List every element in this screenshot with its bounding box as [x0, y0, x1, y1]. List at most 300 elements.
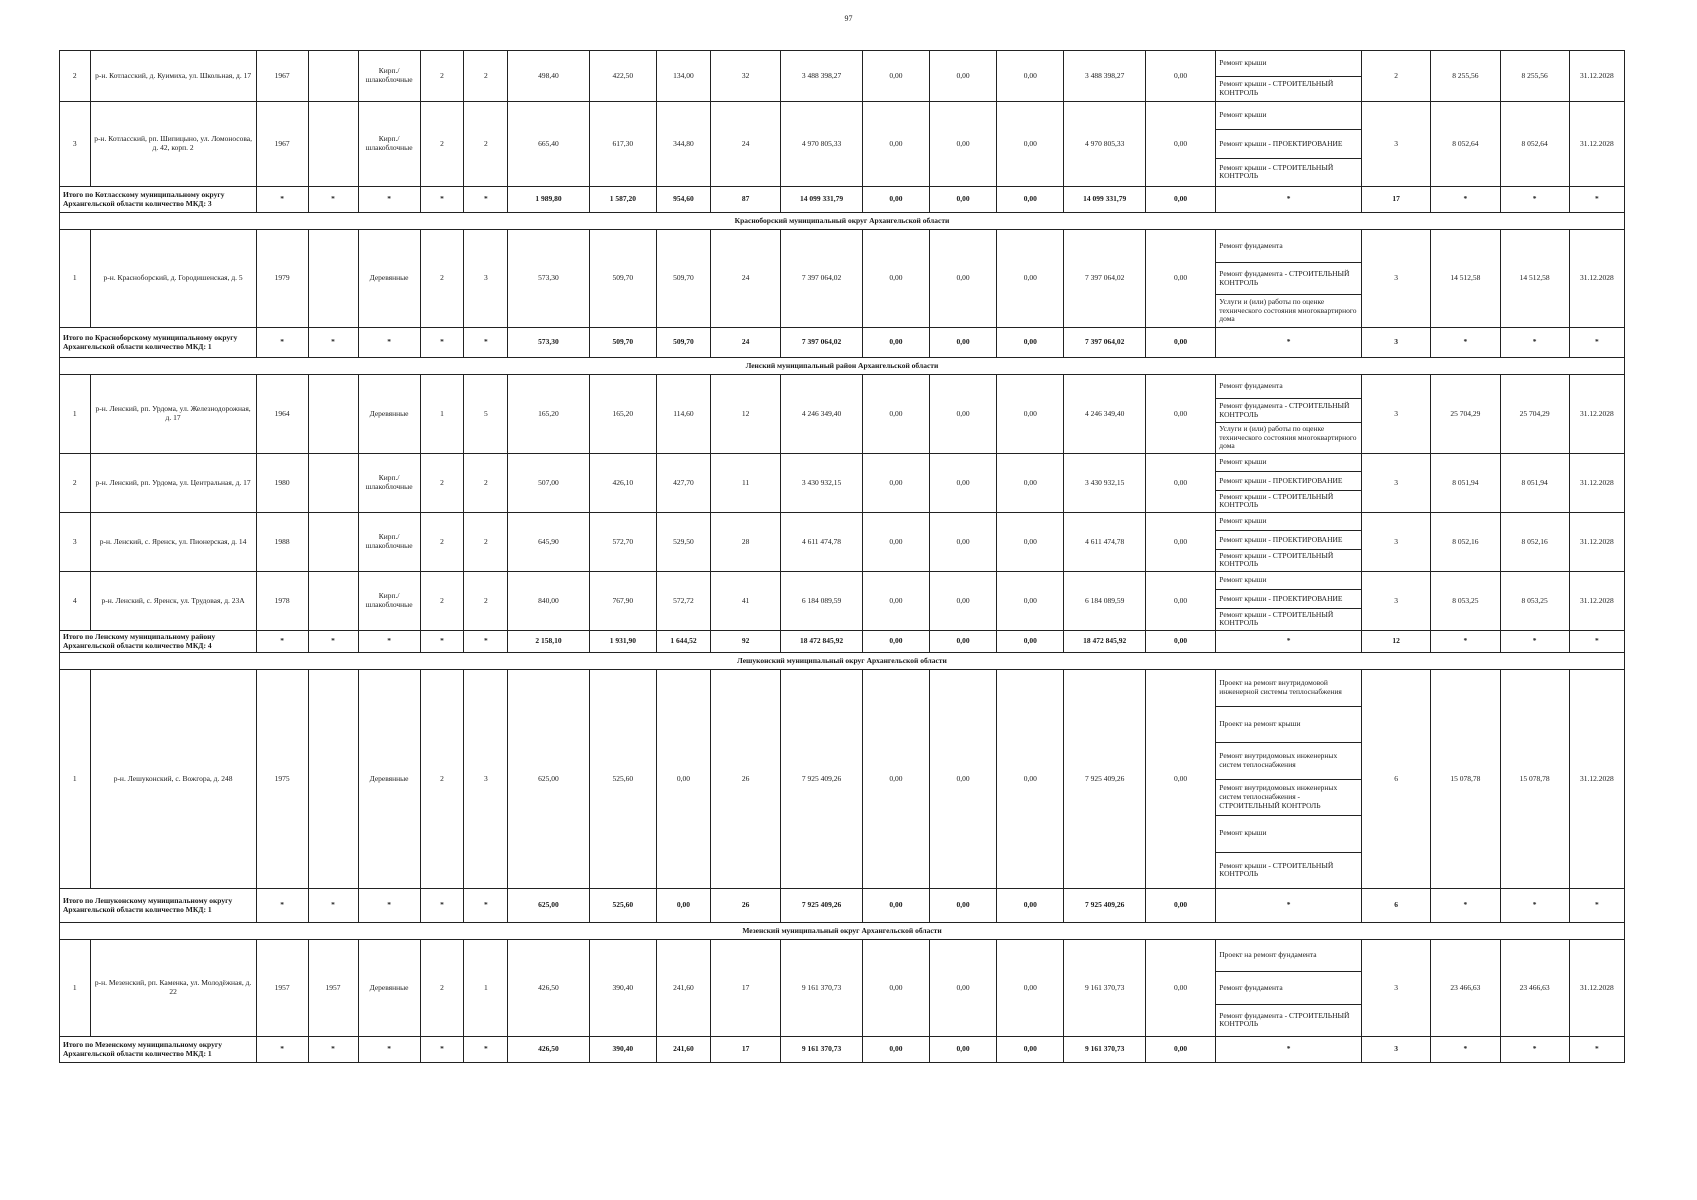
total-cost-total: 7 925 409,26: [781, 889, 863, 923]
cell-star: *: [1216, 1037, 1362, 1063]
cell-star: *: [358, 631, 420, 653]
cell-entrances: 2: [464, 454, 508, 513]
cell-year-built: 1980: [256, 454, 308, 513]
cell-works: [1216, 513, 1362, 572]
cell-fund-owner: 3 430 932,15: [1064, 454, 1146, 513]
total-cost-total: 14 099 331,79: [781, 187, 863, 213]
cell-area-total: 165,20: [508, 375, 590, 454]
total-fund-other: 0,00: [1145, 187, 1215, 213]
work-item: Ремонт крыши - СТРОИТЕЛЬНЫЙ КОНТРОЛЬ: [1219, 162, 1334, 181]
cell-star: *: [358, 1037, 420, 1063]
cell-area-liv: 241,60: [656, 940, 710, 1037]
total-works-count: 3: [1361, 328, 1430, 358]
work-item: Проект на ремонт крыши: [1216, 707, 1361, 744]
cell-fund2: 0,00: [930, 572, 997, 631]
cell-star: *: [420, 328, 464, 358]
cell-fund3: 0,00: [997, 375, 1064, 454]
cell-year-rec: [308, 102, 358, 187]
cell-fund-owner: 4 970 805,33: [1064, 102, 1146, 187]
cell-year-rec: 1957: [308, 940, 358, 1037]
cell-star: *: [1500, 631, 1569, 653]
cell-star: *: [1431, 1037, 1500, 1063]
total-area-liv: 1 644,52: [656, 631, 710, 653]
cell-walls: Кирп./ шлакоблочные: [358, 454, 420, 513]
work-item: Услуги и (или) работы по оценке технического состояния многоквартирного дома: [1219, 424, 1357, 451]
cell-star: *: [420, 1037, 464, 1063]
total-fund-owner: 7 397 064,02: [1064, 328, 1146, 358]
cell-floors: 2: [420, 454, 464, 513]
cell-star: *: [256, 187, 308, 213]
total-fund1: 0,00: [862, 187, 929, 213]
works-list: [1216, 102, 1361, 186]
cell-year-built: 1964: [256, 375, 308, 454]
cell-star: *: [420, 631, 464, 653]
total-residents: 26: [710, 889, 780, 923]
cell-floors: 2: [420, 513, 464, 572]
cell-max-cost: 8 053,25: [1500, 572, 1569, 631]
cell-works-count: 3: [1361, 940, 1430, 1037]
table-row: [60, 375, 1625, 454]
cell-fund3: 0,00: [997, 230, 1064, 328]
cell-star: *: [1569, 631, 1624, 653]
table-row: [60, 670, 1625, 889]
cell-works: [1216, 375, 1362, 454]
total-area-res: 1 931,90: [589, 631, 656, 653]
cell-unit-cost: 8 053,25: [1431, 572, 1500, 631]
cell-works-count: 6: [1361, 670, 1430, 889]
cell-address: р-н. Лешуконский, с. Вожгора, д. 248: [90, 670, 256, 889]
total-area-total: 426,50: [508, 1037, 590, 1063]
cell-n: 2: [60, 51, 91, 102]
cell-floors: 2: [420, 940, 464, 1037]
cell-year-built: 1967: [256, 102, 308, 187]
cell-walls: Деревянные: [358, 670, 420, 889]
cell-fund2: 0,00: [930, 940, 997, 1037]
section-title: Ленский муниципальный район Архангельской области: [60, 358, 1625, 375]
cell-floors: 2: [420, 572, 464, 631]
cell-area-total: 498,40: [508, 51, 590, 102]
cell-star: *: [1431, 328, 1500, 358]
cell-star: *: [464, 631, 508, 653]
cell-fund2: 0,00: [930, 375, 997, 454]
cell-star: *: [420, 889, 464, 923]
cell-fund3: 0,00: [997, 102, 1064, 187]
works-list: [1216, 670, 1361, 888]
cell-area-res: 422,50: [589, 51, 656, 102]
total-area-res: 525,60: [589, 889, 656, 923]
cell-cost-total: 4 246 349,40: [781, 375, 863, 454]
total-area-liv: 954,60: [656, 187, 710, 213]
cell-walls: Деревянные: [358, 230, 420, 328]
cell-area-liv: 427,70: [656, 454, 710, 513]
work-item: Ремонт фундамента - СТРОИТЕЛЬНЫЙ КОНТРОЛЬ: [1216, 263, 1361, 296]
total-fund-other: 0,00: [1145, 889, 1215, 923]
cell-star: *: [1569, 187, 1624, 213]
cell-area-total: 426,50: [508, 940, 590, 1037]
cell-star: *: [256, 1037, 308, 1063]
work-item: Ремонт крыши - СТРОИТЕЛЬНЫЙ КОНТРОЛЬ: [1219, 550, 1334, 569]
total-works-count: 3: [1361, 1037, 1430, 1063]
cell-fund3: 0,00: [997, 670, 1064, 889]
cell-walls: Кирп./ шлакоблочные: [358, 102, 420, 187]
total-fund1: 0,00: [862, 1037, 929, 1063]
total-residents: 87: [710, 187, 780, 213]
work-item: Ремонт крыши: [1216, 513, 1361, 531]
table-row: [60, 940, 1625, 1037]
cell-n: 2: [60, 454, 91, 513]
total-row: [60, 889, 1625, 923]
section-title: Мезенский муниципальный округ Архангельской области: [60, 923, 1625, 940]
total-row: [60, 328, 1625, 358]
cell-area-res: 525,60: [589, 670, 656, 889]
cell-address: р-н. Ленский, с. Яренск, ул. Пионерская, д. 14: [90, 513, 256, 572]
cell-works-count: 2: [1361, 51, 1430, 102]
work-item: Ремонт внутридомовых инженерных систем теплоснабжения - СТРОИТЕЛЬНЫЙ КОНТРОЛЬ: [1216, 780, 1361, 817]
total-cost-total: 18 472 845,92: [781, 631, 863, 653]
cell-star: *: [1500, 187, 1569, 213]
cell-deadline: 31.12.2028: [1569, 572, 1624, 631]
cell-area-liv: 509,70: [656, 230, 710, 328]
cell-max-cost: 8 051,94: [1500, 454, 1569, 513]
total-fund-other: 0,00: [1145, 631, 1215, 653]
cell-n: 3: [60, 102, 91, 187]
cell-walls: Деревянные: [358, 375, 420, 454]
cell-walls: Кирп./ шлакоблочные: [358, 513, 420, 572]
total-fund3: 0,00: [997, 187, 1064, 213]
total-label: Итого по Мезенскому муниципальному округу Архангельской области количество МКД: 1: [60, 1037, 257, 1063]
cell-fund2: 0,00: [930, 102, 997, 187]
total-fund2: 0,00: [930, 1037, 997, 1063]
total-fund3: 0,00: [997, 889, 1064, 923]
cell-fund3: 0,00: [997, 454, 1064, 513]
page-number: 97: [844, 14, 853, 23]
cell-address: р-н. Ленский, рп. Урдома, ул. Железнодорожная, д. 17: [90, 375, 256, 454]
cell-area-liv: 0,00: [656, 670, 710, 889]
cell-star: *: [256, 631, 308, 653]
cell-residents: 41: [710, 572, 780, 631]
cell-deadline: 31.12.2028: [1569, 51, 1624, 102]
section-header-row: [60, 213, 1625, 230]
cell-deadline: 31.12.2028: [1569, 230, 1624, 328]
work-item: Ремонт крыши - СТРОИТЕЛЬНЫЙ КОНТРОЛЬ: [1219, 609, 1334, 628]
cell-fund-owner: 7 397 064,02: [1064, 230, 1146, 328]
cell-floors: 2: [420, 670, 464, 889]
table-row: [60, 51, 1625, 102]
cell-floors: 1: [420, 375, 464, 454]
cell-unit-cost: 8 052,64: [1431, 102, 1500, 187]
cell-fund-owner: 3 488 398,27: [1064, 51, 1146, 102]
cell-fund-other: 0,00: [1145, 670, 1215, 889]
total-residents: 24: [710, 328, 780, 358]
work-item: Ремонт крыши: [1216, 454, 1361, 472]
cell-star: *: [1500, 328, 1569, 358]
cell-entrances: 2: [464, 51, 508, 102]
cell-fund2: 0,00: [930, 51, 997, 102]
cell-fund-other: 0,00: [1145, 51, 1215, 102]
cell-deadline: 31.12.2028: [1569, 513, 1624, 572]
work-item: Ремонт крыши - ПРОЕКТИРОВАНИЕ: [1216, 130, 1361, 158]
cell-area-liv: 529,50: [656, 513, 710, 572]
cell-area-res: 165,20: [589, 375, 656, 454]
cell-year-rec: [308, 375, 358, 454]
cell-cost-total: 4 611 474,78: [781, 513, 863, 572]
cell-year-built: 1978: [256, 572, 308, 631]
cell-n: 3: [60, 513, 91, 572]
cell-star: *: [1216, 187, 1362, 213]
total-area-liv: 0,00: [656, 889, 710, 923]
cell-entrances: 5: [464, 375, 508, 454]
cell-residents: 24: [710, 102, 780, 187]
cell-area-liv: 134,00: [656, 51, 710, 102]
work-item: Ремонт крыши - СТРОИТЕЛЬНЫЙ КОНТРОЛЬ: [1219, 79, 1334, 97]
total-fund2: 0,00: [930, 328, 997, 358]
total-fund3: 0,00: [997, 631, 1064, 653]
cell-year-rec: [308, 670, 358, 889]
work-item: Ремонт крыши - ПРОЕКТИРОВАНИЕ: [1216, 472, 1361, 490]
cell-unit-cost: 15 078,78: [1431, 670, 1500, 889]
cell-entrances: 2: [464, 572, 508, 631]
work-item: Услуги и (или) работы по оценке технического состояния многоквартирного дома: [1219, 297, 1357, 324]
total-fund2: 0,00: [930, 889, 997, 923]
work-item: Ремонт фундамента - СТРОИТЕЛЬНЫЙ КОНТРОЛЬ: [1219, 1010, 1350, 1029]
cell-entrances: 3: [464, 230, 508, 328]
cell-works-count: 3: [1361, 102, 1430, 187]
cell-star: *: [1500, 1037, 1569, 1063]
work-item: Ремонт фундамента: [1216, 972, 1361, 1004]
cell-area-res: 426,10: [589, 454, 656, 513]
cell-walls: Кирп./ шлакоблочные: [358, 572, 420, 631]
cell-star: *: [308, 328, 358, 358]
work-item: Ремонт фундамента: [1216, 230, 1361, 263]
cell-fund3: 0,00: [997, 572, 1064, 631]
cell-year-built: 1975: [256, 670, 308, 889]
works-list: [1216, 513, 1361, 571]
work-item: Ремонт крыши - ПРОЕКТИРОВАНИЕ: [1216, 590, 1361, 608]
cell-star: *: [464, 328, 508, 358]
cell-deadline: 31.12.2028: [1569, 940, 1624, 1037]
cell-fund3: 0,00: [997, 513, 1064, 572]
cell-max-cost: 15 078,78: [1500, 670, 1569, 889]
cell-walls: Деревянные: [358, 940, 420, 1037]
cell-fund2: 0,00: [930, 230, 997, 328]
cell-works-count: 3: [1361, 375, 1430, 454]
cell-max-cost: 8 052,64: [1500, 102, 1569, 187]
total-area-liv: 241,60: [656, 1037, 710, 1063]
cell-cost-total: 6 184 089,59: [781, 572, 863, 631]
cell-residents: 26: [710, 670, 780, 889]
cell-residents: 12: [710, 375, 780, 454]
cell-floors: 2: [420, 102, 464, 187]
cell-cost-total: 4 970 805,33: [781, 102, 863, 187]
total-fund-owner: 18 472 845,92: [1064, 631, 1146, 653]
cell-deadline: 31.12.2028: [1569, 454, 1624, 513]
cell-area-liv: 572,72: [656, 572, 710, 631]
table-row: [60, 454, 1625, 513]
work-item: Ремонт крыши - СТРОИТЕЛЬНЫЙ КОНТРОЛЬ: [1219, 860, 1334, 879]
table-row: [60, 230, 1625, 328]
cell-fund-owner: 6 184 089,59: [1064, 572, 1146, 631]
cell-entrances: 3: [464, 670, 508, 889]
cell-works: [1216, 572, 1362, 631]
work-item: Ремонт внутридомовых инженерных систем теплоснабжения: [1216, 743, 1361, 780]
section-header-row: [60, 653, 1625, 670]
cell-year-rec: [308, 513, 358, 572]
cell-fund2: 0,00: [930, 454, 997, 513]
cell-fund1: 0,00: [862, 940, 929, 1037]
cell-star: *: [358, 328, 420, 358]
total-area-res: 509,70: [589, 328, 656, 358]
cell-fund3: 0,00: [997, 940, 1064, 1037]
cell-fund-other: 0,00: [1145, 572, 1215, 631]
work-item: Ремонт фундамента: [1216, 375, 1361, 399]
total-fund-owner: 14 099 331,79: [1064, 187, 1146, 213]
cell-fund-other: 0,00: [1145, 375, 1215, 454]
cell-residents: 32: [710, 51, 780, 102]
cell-year-built: 1957: [256, 940, 308, 1037]
table-row: [60, 513, 1625, 572]
total-fund1: 0,00: [862, 631, 929, 653]
total-fund-owner: 7 925 409,26: [1064, 889, 1146, 923]
cell-area-liv: 344,80: [656, 102, 710, 187]
cell-max-cost: 14 512,58: [1500, 230, 1569, 328]
cell-fund3: 0,00: [997, 51, 1064, 102]
works-list: [1216, 51, 1361, 101]
section-header-row: [60, 923, 1625, 940]
total-fund-other: 0,00: [1145, 1037, 1215, 1063]
cell-deadline: 31.12.2028: [1569, 375, 1624, 454]
cell-year-rec: [308, 51, 358, 102]
total-area-total: 625,00: [508, 889, 590, 923]
cell-works-count: 3: [1361, 454, 1430, 513]
cell-entrances: 2: [464, 102, 508, 187]
cell-fund1: 0,00: [862, 454, 929, 513]
cell-area-res: 390,40: [589, 940, 656, 1037]
total-fund-owner: 9 161 370,73: [1064, 1037, 1146, 1063]
cell-star: *: [464, 889, 508, 923]
total-area-res: 1 587,20: [589, 187, 656, 213]
cell-fund-other: 0,00: [1145, 102, 1215, 187]
works-list: [1216, 454, 1361, 512]
capital-repair-table: [59, 50, 1625, 1063]
total-row: [60, 631, 1625, 653]
cell-fund-owner: 7 925 409,26: [1064, 670, 1146, 889]
cell-works: [1216, 454, 1362, 513]
cell-n: 1: [60, 940, 91, 1037]
total-label: Итого по Котласскому муниципальному округу Архангельской области количество МКД: 3: [60, 187, 257, 213]
cell-max-cost: 23 466,63: [1500, 940, 1569, 1037]
cell-residents: 17: [710, 940, 780, 1037]
cell-address: р-н. Красноборский, д. Городишенская, д. 5: [90, 230, 256, 328]
cell-fund-owner: 4 246 349,40: [1064, 375, 1146, 454]
cell-area-res: 767,90: [589, 572, 656, 631]
cell-fund-other: 0,00: [1145, 513, 1215, 572]
cell-area-total: 573,30: [508, 230, 590, 328]
table-row: [60, 102, 1625, 187]
cell-unit-cost: 8 052,16: [1431, 513, 1500, 572]
cell-star: *: [1431, 187, 1500, 213]
cell-area-total: 507,00: [508, 454, 590, 513]
cell-fund2: 0,00: [930, 513, 997, 572]
cell-star: *: [358, 187, 420, 213]
cell-floors: 2: [420, 51, 464, 102]
cell-fund-owner: 9 161 370,73: [1064, 940, 1146, 1037]
cell-works: [1216, 51, 1362, 102]
total-fund1: 0,00: [862, 328, 929, 358]
section-title: Красноборский муниципальный округ Архангельской области: [60, 213, 1625, 230]
total-works-count: 12: [1361, 631, 1430, 653]
total-fund1: 0,00: [862, 889, 929, 923]
cell-star: *: [1500, 889, 1569, 923]
cell-n: 1: [60, 670, 91, 889]
works-list: [1216, 230, 1361, 327]
cell-cost-total: 7 925 409,26: [781, 670, 863, 889]
cell-fund-other: 0,00: [1145, 940, 1215, 1037]
cell-entrances: 1: [464, 940, 508, 1037]
cell-area-liv: 114,60: [656, 375, 710, 454]
total-area-liv: 509,70: [656, 328, 710, 358]
total-row: [60, 1037, 1625, 1063]
total-residents: 17: [710, 1037, 780, 1063]
cell-star: *: [1216, 889, 1362, 923]
cell-fund1: 0,00: [862, 513, 929, 572]
work-item: Проект на ремонт фундамента: [1216, 940, 1361, 972]
cell-area-total: 645,90: [508, 513, 590, 572]
cell-star: *: [308, 187, 358, 213]
cell-area-total: 665,40: [508, 102, 590, 187]
work-item: Ремонт фундамента - СТРОИТЕЛЬНЫЙ КОНТРОЛЬ: [1216, 399, 1361, 423]
cell-works: [1216, 102, 1362, 187]
total-area-res: 390,40: [589, 1037, 656, 1063]
cell-address: р-н. Ленский, с. Яренск, ул. Трудовая, д. 23А: [90, 572, 256, 631]
cell-deadline: 31.12.2028: [1569, 102, 1624, 187]
total-works-count: 17: [1361, 187, 1430, 213]
cell-n: 1: [60, 375, 91, 454]
cell-works: [1216, 670, 1362, 889]
cell-star: *: [464, 187, 508, 213]
cell-works: [1216, 940, 1362, 1037]
cell-entrances: 2: [464, 513, 508, 572]
total-area-total: 1 989,80: [508, 187, 590, 213]
cell-address: р-н. Ленский, рп. Урдома, ул. Центральная, д. 17: [90, 454, 256, 513]
total-cost-total: 7 397 064,02: [781, 328, 863, 358]
cell-star: *: [256, 889, 308, 923]
cell-unit-cost: 23 466,63: [1431, 940, 1500, 1037]
cell-area-res: 509,70: [589, 230, 656, 328]
cell-n: 1: [60, 230, 91, 328]
cell-star: *: [308, 889, 358, 923]
total-area-total: 573,30: [508, 328, 590, 358]
cell-address: р-н. Мезенский, рп. Каменка, ул. Молодёжная, д. 22: [90, 940, 256, 1037]
cell-cost-total: 7 397 064,02: [781, 230, 863, 328]
cell-area-total: 625,00: [508, 670, 590, 889]
cell-residents: 24: [710, 230, 780, 328]
work-item: Проект на ремонт внутридомовой инженерной системы теплоснабжения: [1216, 670, 1361, 707]
cell-fund2: 0,00: [930, 670, 997, 889]
cell-star: *: [420, 187, 464, 213]
cell-unit-cost: 25 704,29: [1431, 375, 1500, 454]
cell-deadline: 31.12.2028: [1569, 670, 1624, 889]
cell-fund1: 0,00: [862, 102, 929, 187]
total-label: Итого по Ленскому муниципальному району Архангельской области количество МКД: 4: [60, 631, 257, 653]
total-fund-other: 0,00: [1145, 328, 1215, 358]
cell-star: *: [1569, 889, 1624, 923]
cell-area-res: 617,30: [589, 102, 656, 187]
section-title: Лешуконский муниципальный округ Архангельской области: [60, 653, 1625, 670]
section-header-row: [60, 358, 1625, 375]
cell-floors: 2: [420, 230, 464, 328]
total-works-count: 6: [1361, 889, 1430, 923]
cell-star: *: [358, 889, 420, 923]
